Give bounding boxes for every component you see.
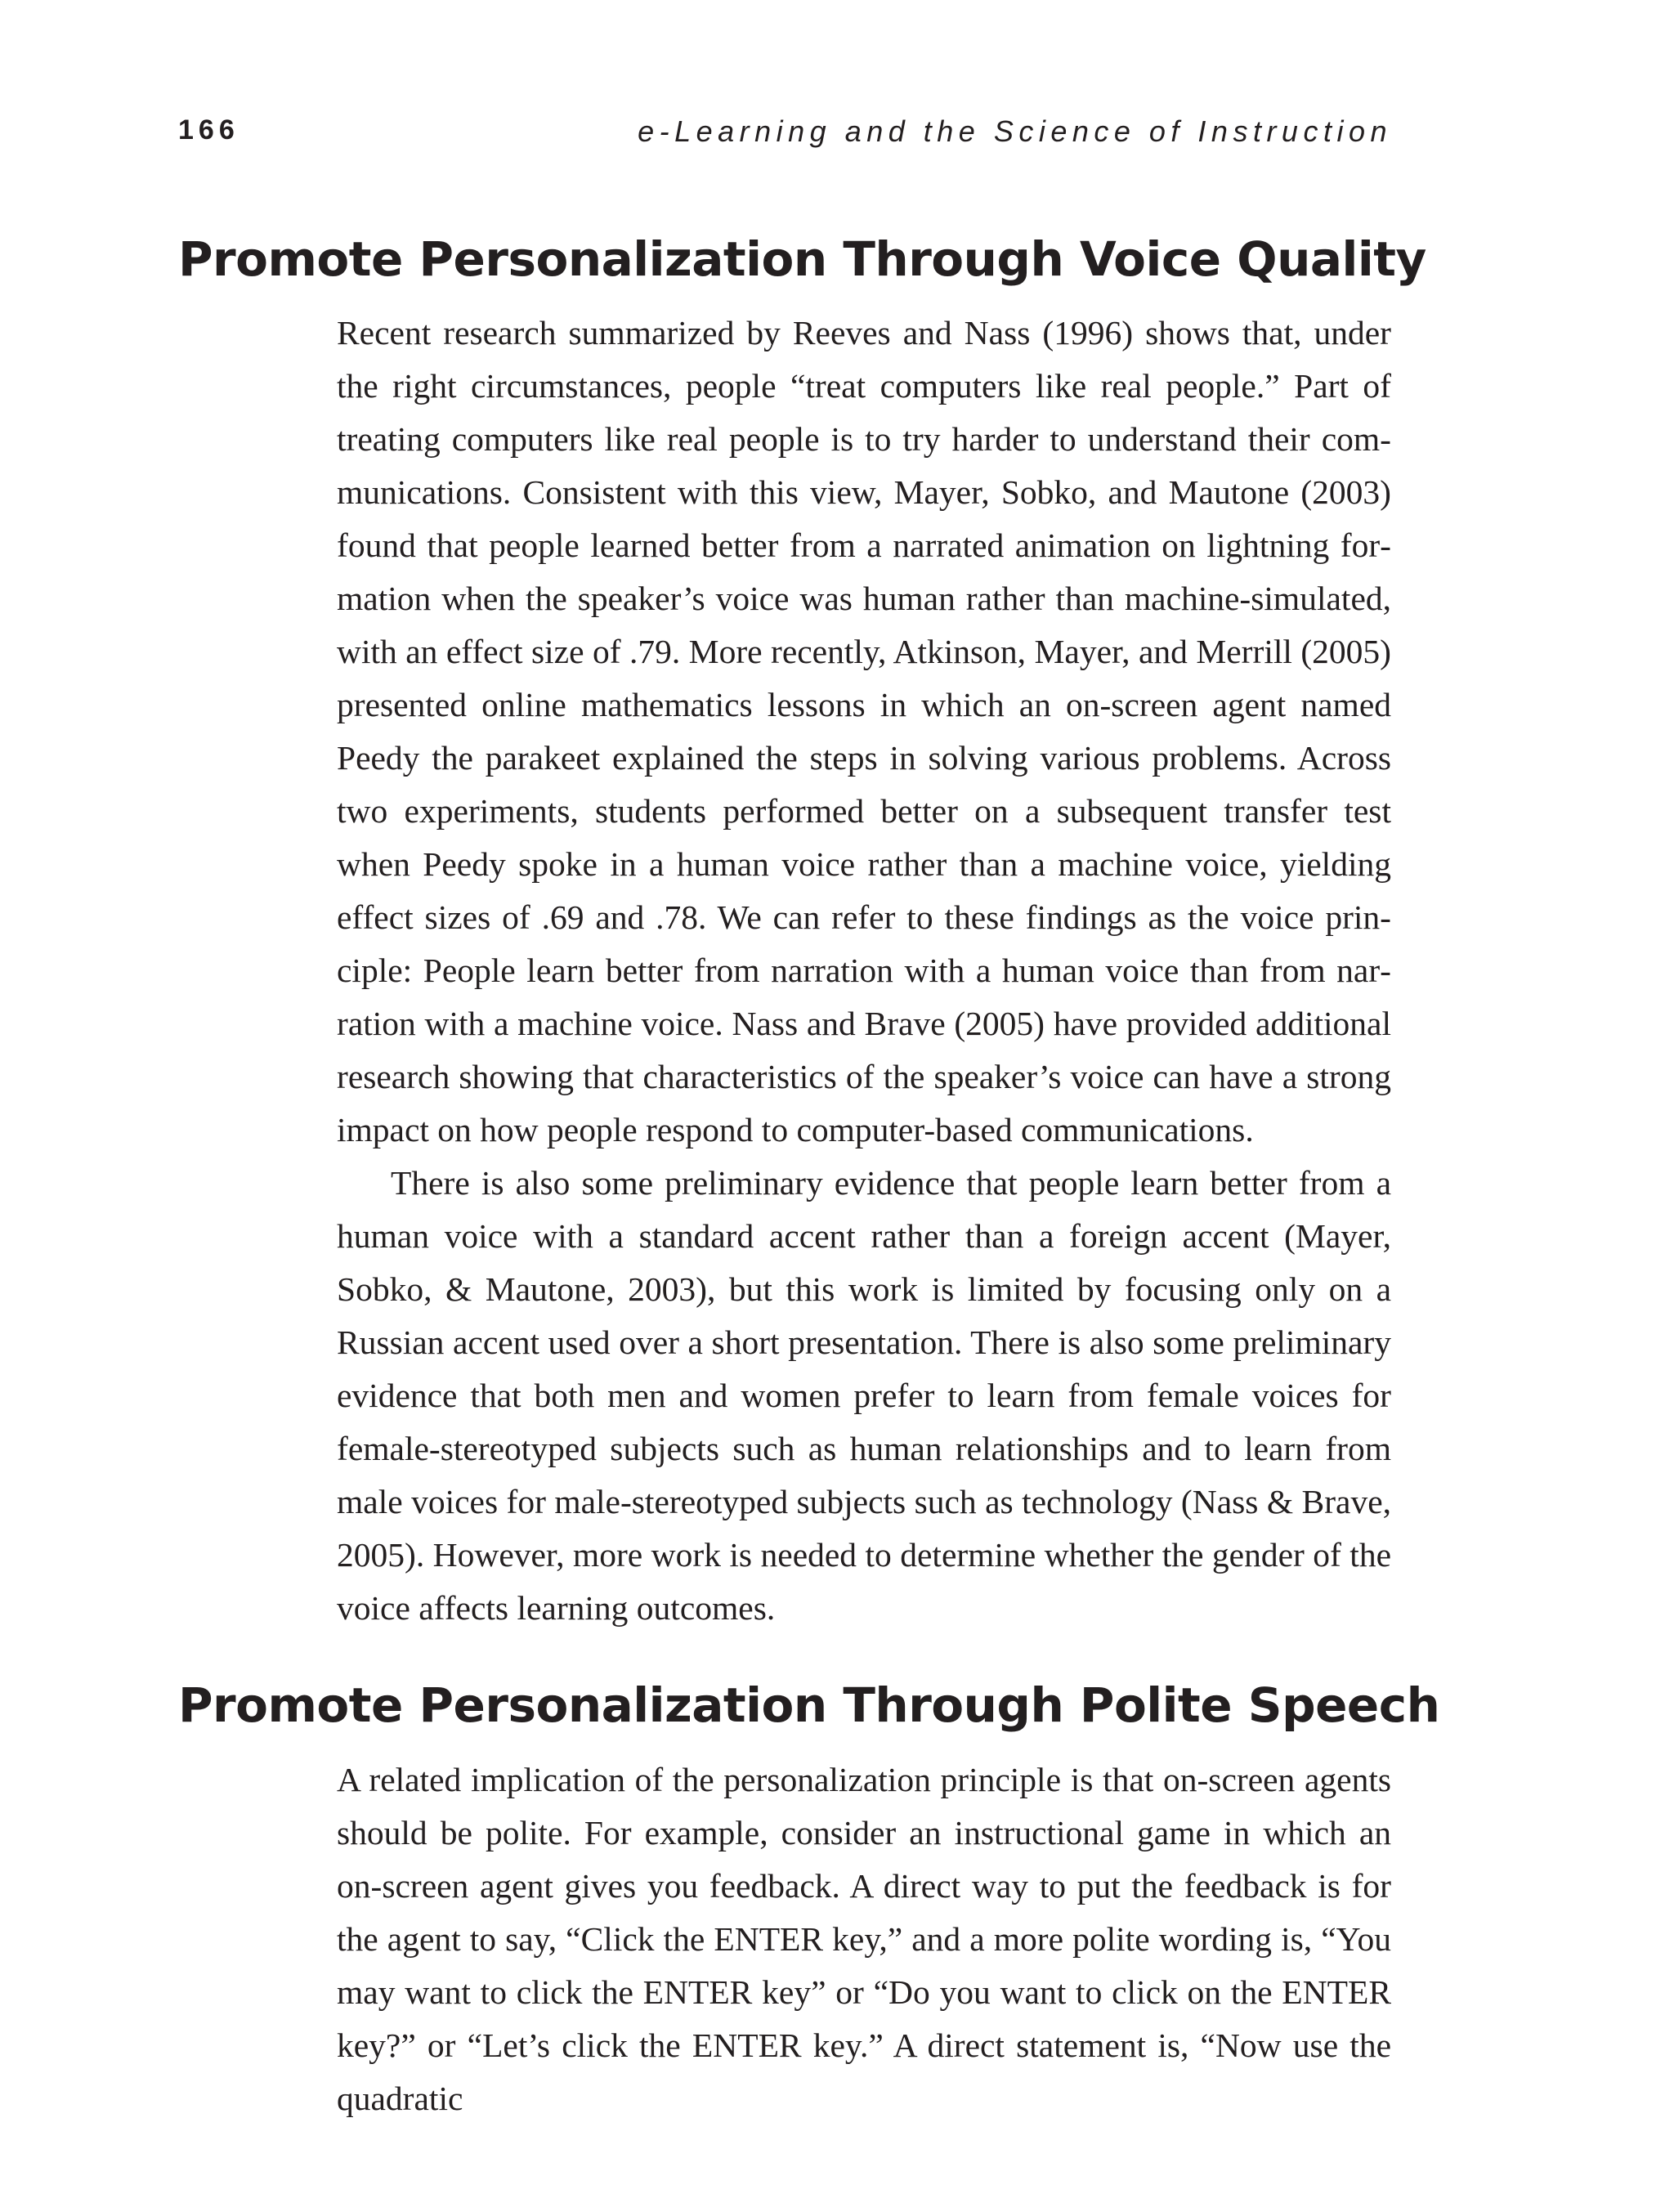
section-heading-polite-speech: Promote Personalization Through Polite Speech bbox=[178, 1677, 1440, 1733]
book-title: e-Learning and the Science of Instruction bbox=[638, 114, 1392, 148]
section-body-voice-quality bbox=[337, 307, 1391, 1635]
paragraph: Recent research summarized by Reeves and Nass (1996) shows that, under the right circumstances, people “treat computers like real people.” Part of treating computers like real people is to try harder to understand their communications. Consistent with this view, Mayer, Sobko, and Mautone (2003) found that people learned better from a narrated animation on lightning formation when the speaker’s voice was human rather than machine-simulated, with an effect size of .79. More recently, Atkinson, Mayer, and Merrill (2005) presented online mathematics lessons in which an on-screen agent named Peedy the parakeet explained the steps in solving various problems. Across two experiments, students performed better on a subsequent transfer test when Peedy spoke in a human voice rather than a machine voice, yielding effect sizes of .69 and .78. We can refer to these findings as the voice principle: People learn better from narration with a human voice than from narration with a machine voice. Nass and Brave (2005) have provided additional research showing that characteristics of the speaker’s voice can have a strong impact on how people respond to computer-based communications. bbox=[337, 314, 1391, 1149]
running-head bbox=[178, 114, 1392, 155]
paragraph: A related implication of the personalization principle is that on-screen agents should be polite. For example, consider an instructional game in which an on-screen agent gives you feedback. A direct way to put the feedback is for the agent to say, “Click the ENTER key,” and a more polite wording is, “You may want to click the ENTER key” or “Do you want to click on the ENTER key?” or “Let’s click the ENTER key.” A direct statement is, “Now use the quadratic bbox=[337, 1761, 1391, 2117]
paragraph: There is also some preliminary evidence that people learn better from a human voice with a standard accent rather than a foreign accent (Mayer, Sobko, & Mautone, 2003), but this work is limited by focusing only on a Russian accent used over a short presentation. There is also some preliminary evidence that both men and women prefer to learn from female voices for female-stereotyped subjects such as human relationships and to learn from male voices for male-stereotyped subjects such as technology (Nass & Brave, 2005). However, more work is needed to determine whether the gender of the voice affects learning outcomes. bbox=[337, 1164, 1391, 1627]
section-body-polite-speech bbox=[337, 1753, 1391, 2125]
page-number: 166 bbox=[178, 114, 239, 146]
section-heading-voice-quality: Promote Personalization Through Voice Quality bbox=[178, 231, 1426, 287]
